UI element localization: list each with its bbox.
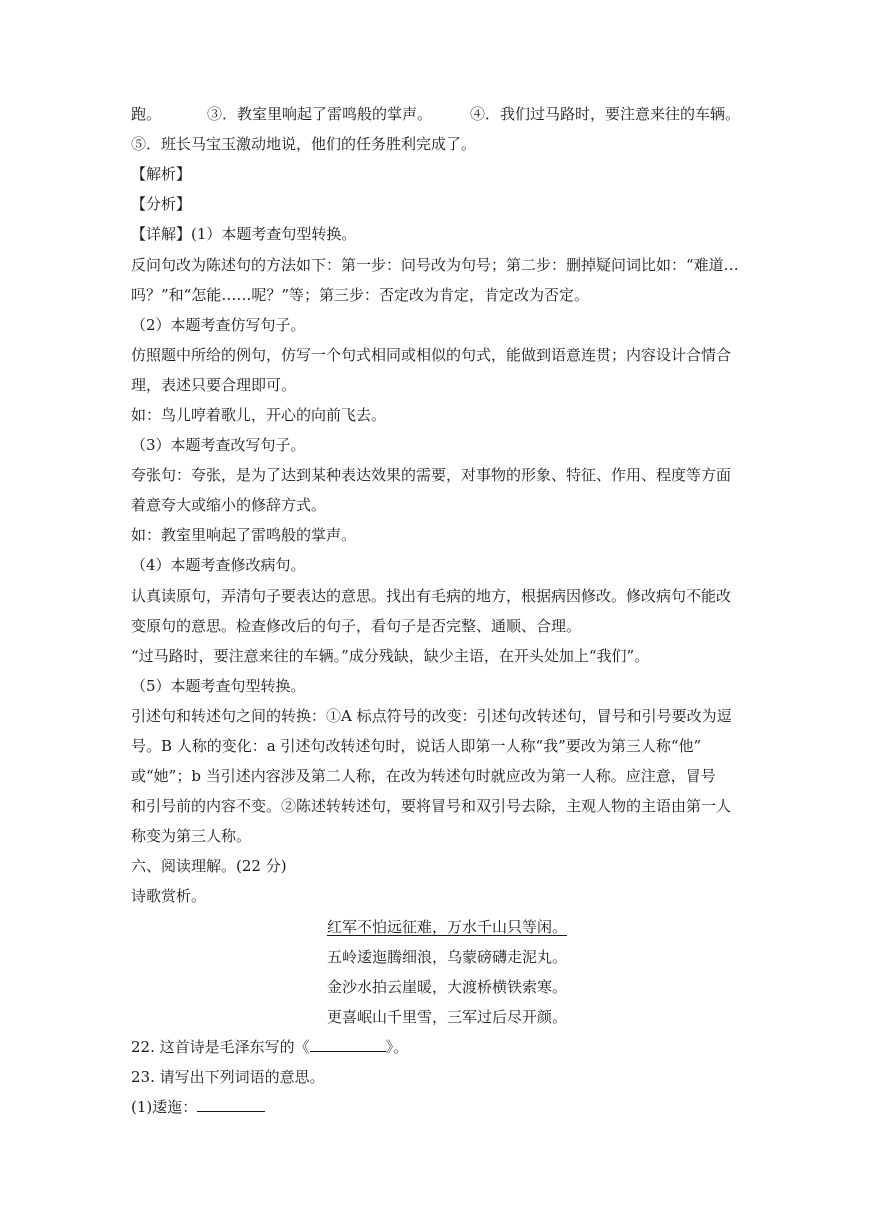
- paragraph-line: 称变为第三人称。: [131, 827, 252, 845]
- poem-intro: 诗歌赏析。: [131, 887, 207, 905]
- paragraph-line: 理，表述只要合理即可。: [131, 376, 297, 394]
- paragraph-line: 变原句的意思。检查修改后的句子，看句子是否完整、通顺、合理。: [131, 617, 582, 635]
- jiexi-heading: 【解析】: [131, 165, 192, 183]
- fenxi-heading: 【分析】: [131, 195, 192, 213]
- example-line: 如：鸟儿哼着歌儿，开心的向前飞去。: [131, 406, 387, 424]
- paragraph-line: 着意夸大或缩小的修辞方式。: [131, 496, 327, 514]
- paragraph-line: 反问句改为陈述句的方法如下：第一步：问号改为句号；第二步：删掉疑问词比如：“难道…: [131, 256, 739, 274]
- section-5-heading: （5）本题考查句型转换。: [131, 677, 306, 695]
- poem-line-1: 红军不怕远征难，万水千山只等闲。: [327, 918, 568, 936]
- question-23: 23. 请写出下列词语的意思。: [131, 1068, 325, 1086]
- question-23-1-text: (1)逶迤：: [131, 1098, 198, 1116]
- paragraph-line: 号。B 人称的变化：a 引述句改转述句时，说话人即第一人称“我”要改为第三人称“他”: [131, 737, 702, 755]
- poem-line-3: 金沙水拍云崖暖，大渡桥横铁索寒。: [327, 978, 568, 996]
- answer-3: ③．教室里响起了雷鸣般的掌声。: [207, 105, 433, 123]
- poem-line-4: 更喜岷山千里雪，三军过后尽开颜。: [327, 1008, 568, 1026]
- paragraph-line: 吗？”和“怎能……呢？”等；第三步：否定改为肯定，肯定改为否定。: [131, 286, 590, 304]
- answer-tail-text: 跑。: [131, 105, 162, 123]
- paragraph-line: 和引号前的内容不变。②陈述转转述句，要将冒号和双引号去除，主观人物的主语由第一人: [131, 797, 732, 815]
- question-22-suffix: 》。: [385, 1038, 409, 1056]
- section-3-heading: （3）本题考查改写句子。: [131, 436, 306, 454]
- answer-line-1: [131, 104, 740, 124]
- question-23-1: [131, 1097, 265, 1117]
- answer-5: ⑤．班长马宝玉激动地说，他们的任务胜利完成了。: [131, 135, 477, 153]
- section-six-heading: 六、阅读理解。(22 分): [131, 857, 287, 875]
- paragraph-line: 夸张句：夸张，是为了达到某种表达效果的需要，对事物的形象、特征、作用、程度等方面: [131, 466, 732, 484]
- answer-blank-22[interactable]: [310, 1037, 386, 1052]
- section-2-heading: （2）本题考查仿写句子。: [131, 316, 306, 334]
- xiangjie-1: 【详解】(1）本题考查句型转换。: [131, 225, 357, 243]
- paragraph-line: 认真读原句，弄清句子要表达的意思。找出有毛病的地方，根据病因修改。修改病句不能改: [131, 587, 732, 605]
- answer-blank-23-1[interactable]: [197, 1097, 265, 1112]
- answer-4: ④．我们过马路时，要注意来往的车辆。: [470, 105, 741, 123]
- poem-line-2: 五岭逶迤腾细浪，乌蒙磅礴走泥丸。: [327, 948, 568, 966]
- paragraph-line: “过马路时，要注意来往的车辆。”成分残缺，缺少主语，在开头处加上“我们”。: [131, 647, 650, 665]
- paragraph-line: 或“她”；b 当引述内容涉及第二人称，在改为转述句时就应改为第一人称。应注意，冒号: [131, 767, 716, 785]
- example-line: 如：教室里响起了雷鸣般的掌声。: [131, 526, 357, 544]
- paragraph-line: 引述句和转述句之间的转换：①A 标点符号的改变：引述句改转述句，冒号和引号要改为逗: [131, 707, 732, 725]
- question-22: [131, 1037, 408, 1057]
- section-4-heading: （4）本题考查修改病句。: [131, 556, 306, 574]
- paragraph-line: 仿照题中所给的例句，仿写一个句式相同或相似的句式，能做到语意连贯；内容设计合情合: [131, 346, 732, 364]
- question-22-text: 22. 这首诗是毛泽东写的《: [131, 1038, 310, 1056]
